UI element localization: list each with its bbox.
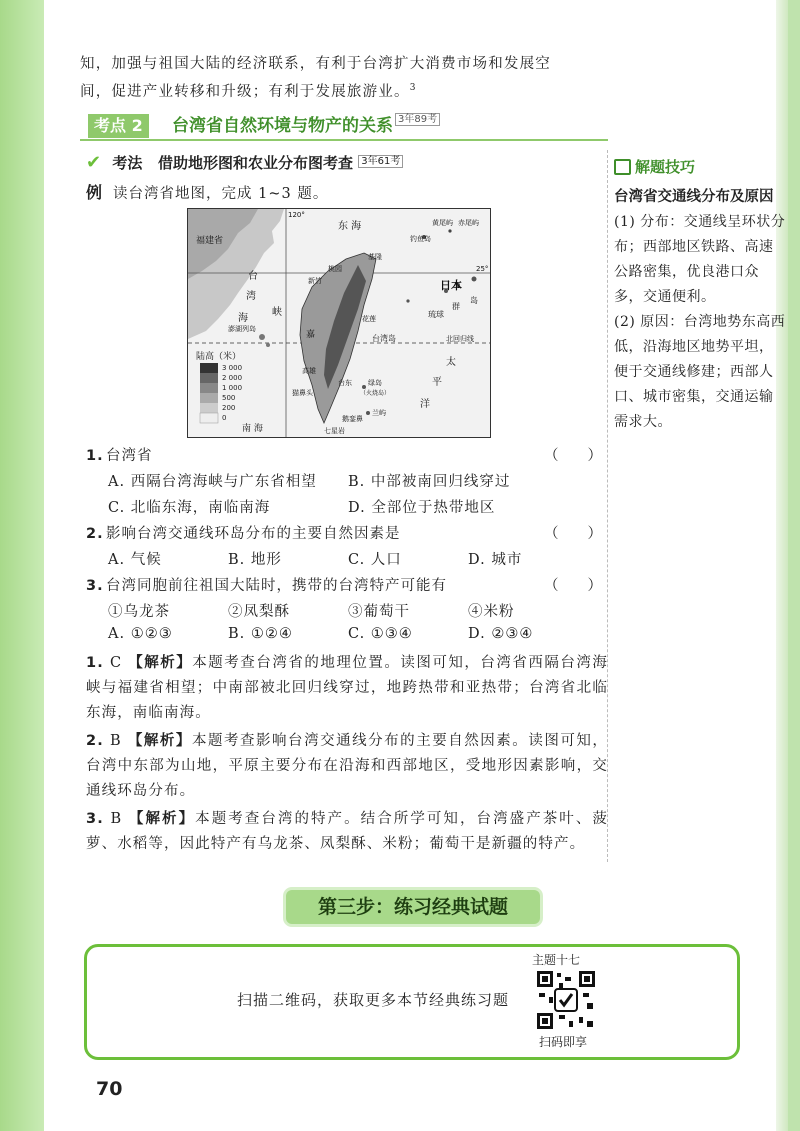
kaofa-count: 3年61考 [358,155,403,168]
q2-option-d: D. 城市 [468,552,523,568]
answer-1-num: 1. [86,655,104,671]
label-green-island: 绿岛 [368,379,382,387]
answer-2-num: 2. [86,733,104,749]
page-number: 70 [96,1078,123,1100]
label-taoyuan: 桃园 [328,265,342,273]
book-icon [614,159,631,175]
taiwan-map-svg [188,209,490,437]
kaodian-num: 2 [131,116,143,135]
taiwan-map [187,208,491,438]
step-banner: 第三步：练习经典试题 [286,890,540,924]
kaodian-label: 考点 [94,116,127,135]
question-1 [86,444,153,465]
label-diaoyu: 钓鱼岛 [410,235,431,243]
example-label: 例 [86,183,104,202]
sidebar-heading [614,156,786,177]
q1-option-d: D. 全部位于热带地区 [348,500,496,516]
label-chiwei: 赤尾屿 [458,219,479,227]
intro-line-2 [80,76,608,104]
label-eluan: 鹅銮鼻 [342,415,363,423]
lanyu-island-shape [366,411,370,415]
example-text: 读台湾省地图，完成 1~3 题。 [113,186,329,202]
question-1-num: 1. [86,448,104,464]
intro-paragraph [80,52,608,104]
chiwei-island-shape [448,229,451,232]
question-1-stem: 台湾省 [106,448,153,464]
intro-line-1: 知，加强与祖国大陆的经济联系，有利于台湾扩大消费市场和发展空 [80,56,551,72]
kaodian-title-text: 台湾省自然环境与物产的关系 [172,116,393,136]
answer-3-tag: 【解析】 [128,810,196,827]
q3-option-a: A. ①②③ [108,626,173,642]
legend-title: 陆高（米） [196,352,242,362]
label-hualien: 花莲 [362,315,376,323]
legend-label-1: 2 000 [222,374,243,382]
q3-item-3: ③葡萄干 [348,604,410,620]
label-qixing: 七星岩 [324,427,345,435]
answer-1-key: C [109,655,123,671]
sidebar-title: 解题技巧 [635,158,696,176]
label-strait-2: 湾 [246,291,256,302]
kaodian-tag [88,114,149,138]
question-2-num: 2. [86,526,104,542]
question-2-answer-blank: （ ） [544,526,602,542]
label-pacific-2: 平 [432,377,442,388]
intro-line-2-sup: 3 [409,83,417,93]
q2-option-b: B. 地形 [228,552,282,568]
ryukyu-island-shape-4 [406,299,409,302]
label-pacific-1: 太 [446,357,456,368]
legend-label-2: 1 000 [222,384,243,392]
answer-2 [86,728,608,804]
qr-topic: 主题十七 [532,953,581,967]
question-2-stem: 影响台湾交通线环岛分布的主要自然因素是 [106,526,401,542]
label-alishan: 嘉 [306,330,316,340]
legend-swatch-0 [200,413,218,423]
q3-option-c: C. ①③④ [348,626,413,642]
label-qun: 群 [452,302,460,311]
legend-label-3: 500 [222,394,236,402]
label-strait-3: 海 [238,313,248,324]
label-keelung: 基隆 [368,253,382,261]
penghu-island-shape [259,334,265,340]
label-fujian: 福建省 [196,236,224,246]
page-edge-left [0,0,44,1131]
label-japan: 日本 [440,279,462,292]
kaodian-heading [80,114,608,138]
answer-3-key: B [110,811,123,827]
answer-2-text: 本题考查影响台湾交通线分布的主要自然因素。读图可知，台湾中东部为山地，平原主要分布在沿海和西部地区，受地形因素影响，交通线环岛分布。 [86,733,608,799]
question-3-num: 3. [86,578,104,594]
intro-line-2-text: 间，促进产业转移和升级；有利于发展旅游业。 [80,83,410,100]
label-strait-4: 峡 [272,307,282,318]
label-strait-1: 台 [248,271,258,282]
example-prompt [86,180,328,203]
label-lat: 25° [476,265,489,273]
green-island-shape [362,385,366,389]
kaodian-underline [80,139,608,141]
answer-2-key: B [109,733,122,749]
question-2 [86,522,401,543]
q3-option-b: B. ①②④ [228,626,293,642]
answer-1-tag: 【解析】 [128,654,193,671]
check-icon: ✔ [86,152,102,173]
kaofa-heading [86,152,403,173]
legend-swatch-3000 [200,363,218,373]
label-taiwan-island: 台湾岛 [372,334,396,343]
question-1-answer-blank: （ ） [544,448,602,464]
label-ryukyu: 琉球 [428,310,444,319]
label-hsinchu: 新竹 [308,277,322,285]
q2-option-c: C. 人口 [348,552,402,568]
legend-label-4: 200 [222,404,236,412]
q1-option-c: C. 北临东海，南临南海 [108,500,271,516]
answer-1 [86,650,608,726]
label-lon: 120° [288,211,305,219]
kaodian-title [172,114,440,138]
label-huangwei: 黄尾屿 [432,219,453,227]
q1-option-a: A. 西隔台湾海峡与广东省相望 [108,474,317,490]
answer-3 [86,806,608,857]
kaodian-count: 3年89考 [395,113,440,126]
answer-3-text: 本题考查台湾的特产。结合所学可知，台湾盛产茶叶、菠萝、水稻等，因此特产有乌龙茶、凤梨酥、米粉；葡萄干是新疆的特产。 [86,811,609,852]
label-kaohsiung: 高雄 [302,367,316,375]
kaofa-label: 考法 [112,154,143,172]
q3-item-4: ④米粉 [468,604,515,620]
legend-swatch-500 [200,393,218,403]
question-3 [86,574,447,595]
legend-swatch-1000 [200,383,218,393]
question-3-stem: 台湾同胞前往祖国大陆时，携带的台湾特产可能有 [106,578,447,594]
ryukyu-island-shape-3 [472,277,477,282]
legend-label-0: 3 000 [222,364,243,372]
q3-item-1: ①乌龙茶 [108,604,170,620]
sidebar-paragraph-1: (1) 分布：交通线呈环状分布；西部地区铁路、高速公路密集，优良港口众多，交通便利。 [614,214,786,305]
penghu-island-shape-2 [266,343,270,347]
label-penghu: 澎湖列岛 [228,325,256,333]
legend-swatch-200 [200,403,218,413]
q3-item-2: ②凤梨酥 [228,604,290,620]
question-3-answer-blank: （ ） [544,578,602,594]
q2-option-a: A. 气候 [108,552,162,568]
qr-scan-text: 扫描二维码，获取更多本节经典练习题 [237,991,510,1009]
label-pacific-3: 洋 [420,399,430,410]
label-maoyu: 猫鼻头 [292,389,313,397]
sidebar-subtitle: 台湾省交通线分布及原因 [614,189,774,205]
label-taitung: 台东 [338,379,352,387]
answer-1-text: 本题考查台湾省的地理位置。读图可知，台湾省西隔台湾海峡与福建省相望；中南部被北回归线穿过，地跨热带和亚热带；台湾省北临东海，南临南海。 [86,655,609,721]
sidebar-tips [614,156,786,435]
label-donghai: 东 海 [338,221,362,232]
qr-scan-label: 扫码即享 [539,1035,588,1049]
label-dao: 岛 [470,296,478,305]
label-huoshao: （火烧岛） [360,390,391,397]
label-nanhai: 南 海 [242,424,263,434]
qr-promo-box [84,944,740,1060]
sidebar-paragraph-2: (2) 原因：台湾地势东高西低，沿海地区地势平坦，便于交通线修建；西部人口、城市密集，交通运输需求大。 [614,314,786,430]
label-tropic: 北回归线 [446,335,474,343]
qr-code-icon[interactable] [535,969,597,1031]
label-lanyu: 兰屿 [372,409,386,417]
answer-2-tag: 【解析】 [127,732,192,749]
answer-3-num: 3. [86,811,104,827]
kaofa-title: 借助地形图和农业分布图考查 [158,154,354,172]
legend-swatch-2000 [200,373,218,383]
q3-option-d: D. ②③④ [468,626,534,642]
legend-label-5: 0 [222,414,227,422]
q1-option-b: B. 中部被南回归线穿过 [348,474,511,490]
